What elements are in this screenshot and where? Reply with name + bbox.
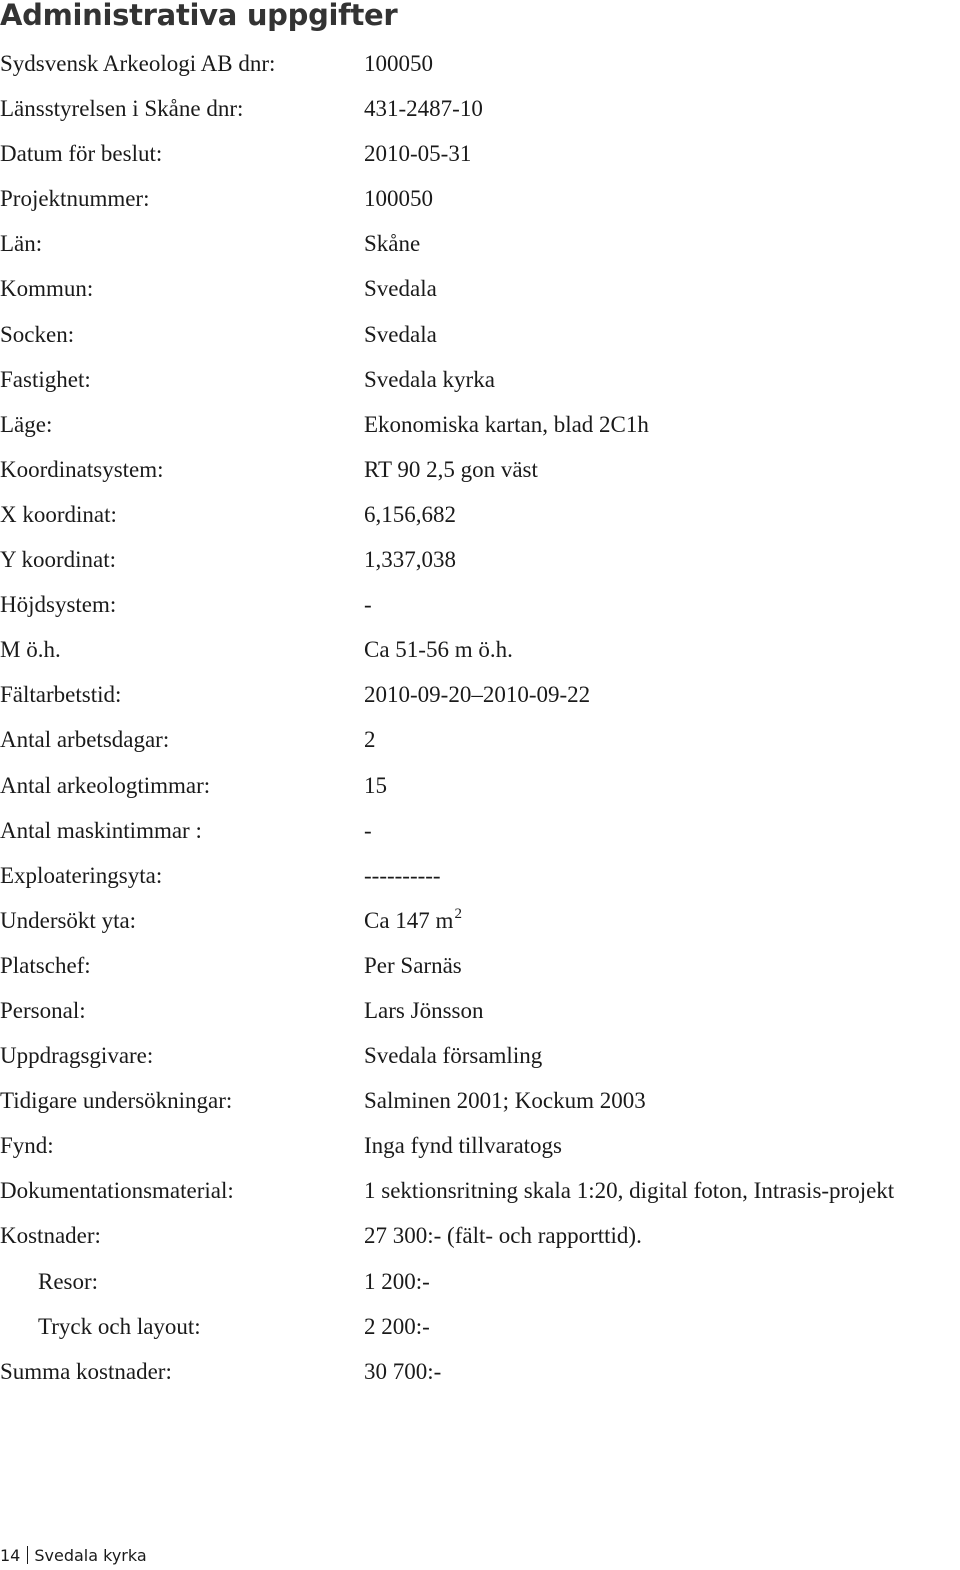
row-value (364, 1213, 642, 1258)
row-value (364, 627, 513, 672)
superscript-unit: 2 (454, 905, 462, 922)
row-label: Undersökt yta: (0, 907, 137, 933)
row-label: Fastighet: (0, 366, 91, 392)
row-value (364, 447, 538, 492)
info-row (0, 402, 960, 447)
row-value-text: Svedala (364, 321, 437, 347)
row-value (364, 1304, 430, 1349)
row-value (364, 221, 420, 266)
row-value-text: Lars Jönsson (364, 997, 484, 1023)
row-label: Antal arkeologtimmar: (0, 772, 211, 798)
info-row (0, 86, 960, 131)
row-value (364, 1349, 441, 1394)
row-value-text: 2010-09-20–2010-09-22 (364, 682, 591, 708)
info-row (0, 312, 960, 357)
row-value-text: 100050 (364, 51, 433, 76)
row-value (364, 131, 471, 176)
info-row (0, 41, 960, 86)
row-value (364, 763, 387, 808)
row-value-text: 2 (364, 727, 376, 753)
row-label: Läge: (0, 411, 53, 437)
row-label: Koordinatsystem: (0, 456, 164, 482)
info-row (0, 221, 960, 266)
row-value (364, 898, 462, 947)
row-label: X koordinat: (0, 501, 117, 527)
row-label: Resor: (38, 1268, 99, 1294)
info-row (0, 853, 960, 898)
row-label: M ö.h. (0, 637, 61, 663)
row-label: Antal maskintimmar : (0, 817, 202, 843)
row-label: Datum för beslut: (0, 141, 163, 167)
row-value-text: 1 200:- (364, 1268, 430, 1294)
row-value (364, 672, 590, 717)
info-row (0, 582, 960, 627)
row-label: Exploateringsyta: (0, 862, 163, 888)
row-value-text: - (364, 817, 372, 843)
row-value-text: Inga fynd tillvaratogs (364, 1133, 563, 1159)
row-label: Länsstyrelsen i Skåne dnr: (0, 96, 244, 122)
footer-divider (27, 1546, 28, 1564)
row-value-text: 2 200:- (364, 1313, 430, 1339)
row-value-text: - (364, 592, 372, 618)
row-value (364, 1078, 646, 1123)
page-footer (0, 1546, 147, 1566)
info-row (0, 763, 960, 808)
info-row (0, 447, 960, 492)
row-value-text: Svedala församling (364, 1043, 543, 1069)
row-value (364, 312, 437, 357)
row-value (364, 808, 372, 853)
row-value-text: 27 300:- (fält- och rapporttid). (364, 1223, 642, 1249)
info-row (0, 1033, 960, 1078)
info-row (0, 943, 960, 988)
row-value-text: 30 700:- (364, 1358, 442, 1384)
row-label: Dokumentationsmaterial: (0, 1178, 234, 1204)
info-row (0, 1078, 960, 1123)
row-label: Tidigare undersökningar: (0, 1088, 233, 1114)
info-row (0, 1168, 960, 1213)
info-row (0, 176, 960, 221)
row-value-text: Ca 51-56 m ö.h. (364, 637, 513, 663)
row-value-text: 431-2487-10 (364, 96, 483, 122)
info-row (0, 492, 960, 537)
row-label: Projektnummer: (0, 186, 150, 212)
row-label: Fältarbetstid: (0, 682, 122, 708)
row-label: Personal: (0, 997, 86, 1023)
info-row (0, 1304, 960, 1349)
info-row (0, 266, 960, 311)
row-value-text: 1 sektionsritning skala 1:20, digital foton, Intrasis-projekt (364, 1178, 895, 1204)
row-value-text: 15 (364, 772, 387, 798)
info-row (0, 1259, 960, 1304)
row-value-text: 100050 (364, 186, 433, 212)
row-value-text: 1,337,038 (364, 547, 456, 573)
row-value (364, 266, 437, 311)
row-value-text: 2010-05-31 (364, 141, 472, 167)
info-row (0, 1213, 960, 1258)
row-value-text: Ca 147 m (364, 907, 454, 933)
row-value (364, 1259, 430, 1304)
row-value (364, 357, 495, 402)
row-value-text: Skåne (364, 231, 421, 257)
row-label: Höjdsystem: (0, 592, 117, 618)
info-row (0, 672, 960, 717)
row-label: Socken: (0, 321, 75, 347)
row-value (364, 86, 483, 131)
row-label: Y koordinat: (0, 547, 117, 573)
page-title: Administrativa uppgifter (0, 0, 398, 32)
row-value-text: ---------- (364, 862, 441, 888)
row-value (364, 717, 376, 762)
info-row (0, 717, 960, 762)
row-value (364, 582, 372, 627)
row-value (364, 853, 441, 898)
row-value-text: Per Sarnäs (364, 952, 462, 978)
row-value (364, 1168, 894, 1213)
row-label: Kommun: (0, 276, 94, 302)
info-row (0, 1123, 960, 1168)
admin-details-list (0, 41, 960, 1394)
row-value (364, 492, 456, 537)
row-label: Antal arbetsdagar: (0, 727, 170, 753)
row-value-text: Ekonomiska kartan, blad 2C1h (364, 411, 649, 437)
info-row (0, 131, 960, 176)
row-label: Uppdragsgivare: (0, 1043, 154, 1069)
row-label: Summa kostnader: (0, 1358, 172, 1384)
row-label: Kostnader: (0, 1223, 101, 1249)
row-label: Fynd: (0, 1133, 54, 1159)
page-number: 14 (0, 1546, 21, 1565)
row-value (364, 176, 433, 221)
row-label: Län: (0, 231, 43, 257)
row-value (364, 943, 462, 988)
info-row (0, 808, 960, 853)
row-value (364, 988, 483, 1033)
row-value (364, 537, 456, 582)
info-row (0, 627, 960, 672)
row-value-text: Salminen 2001; Kockum 2003 (364, 1088, 646, 1114)
footer-doc-name: Svedala kyrka (34, 1546, 147, 1565)
info-row (0, 898, 960, 943)
row-value (364, 41, 433, 86)
row-value (364, 402, 649, 447)
row-value-text: RT 90 2,5 gon väst (364, 456, 538, 482)
row-label: Sydsvensk Arkeologi AB dnr: (0, 51, 276, 76)
row-value-text: Svedala kyrka (364, 366, 495, 392)
info-row (0, 1349, 960, 1394)
row-value (364, 1033, 542, 1078)
row-label: Tryck och layout: (38, 1313, 201, 1339)
info-row (0, 537, 960, 582)
info-row (0, 357, 960, 402)
row-value (364, 1123, 562, 1168)
row-value-text: Svedala (364, 276, 437, 302)
row-value-text: 6,156,682 (364, 501, 456, 527)
info-row (0, 988, 960, 1033)
row-label: Platschef: (0, 952, 91, 978)
